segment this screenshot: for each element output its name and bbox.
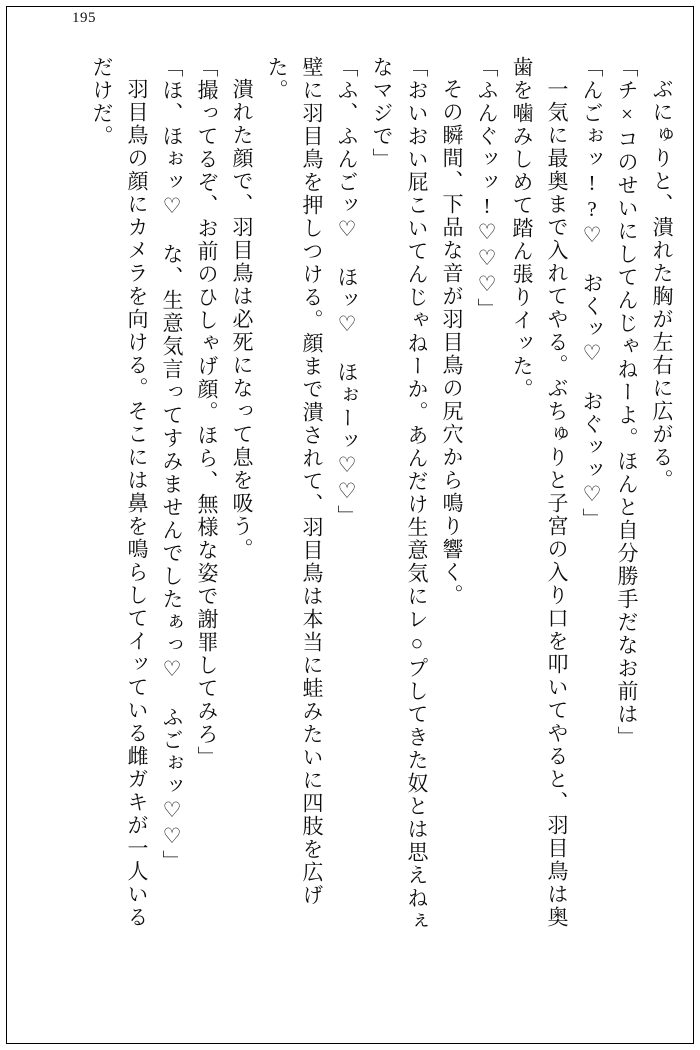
text-line: 「ふ、ふんごッ♡ ほッ♡ ほぉーッ♡♡」 bbox=[335, 56, 359, 528]
text-line: 歯を噛みしめて踏ん張りイッた。 bbox=[510, 56, 534, 401]
text-line: 一気に最奥まで入れてやる。ぶちゅりと子宮の入り口を叩いてやると、羽目鳥は奥 bbox=[545, 78, 569, 929]
text-line: 「おいおい屁こいてんじゃねーか。あんだけ生意気にレ○プしてきた奴とは思えねぇ bbox=[405, 56, 429, 933]
text-line: 「チ×コのせいにしてんじゃねーよ。ほんと自分勝手だなお前は」 bbox=[615, 56, 639, 749]
vertical-text-body bbox=[28, 56, 672, 1022]
text-line: 「んごぉッ!?♡ おくッ♡ おぐッッ♡」 bbox=[580, 56, 604, 531]
text-line: 潰れた顔で、羽目鳥は必死になって息を吸う。 bbox=[230, 78, 254, 561]
text-line: 「ほ、ほぉッ♡ な、生意気言ってすみませんでしたぁっ♡ ふごぉッ♡♡」 bbox=[160, 56, 184, 873]
text-line: 羽目鳥の顔にカメラを向ける。そこには鼻を鳴らしてイッている雌ガキが一人いる bbox=[125, 78, 149, 929]
text-line: なマジで」 bbox=[370, 56, 394, 171]
text-line: その瞬間、下品な音が羽目鳥の尻穴から鳴り響く。 bbox=[440, 78, 464, 607]
text-line: た。 bbox=[265, 56, 289, 102]
text-line: ぶにゅりと、潰れた胸が左右に広がる。 bbox=[650, 78, 674, 492]
text-line: 壁に羽目鳥を押しつける。顔まで潰されて、羽目鳥は本当に蛙みたいに四肢を広げ bbox=[300, 56, 324, 907]
text-line: 「ふんぐッッ!♡♡♡」 bbox=[475, 56, 499, 321]
text-line: 「撮ってるぞ、お前のひしゃげ顔。ほら、無様な姿で謝罪してみろ」 bbox=[195, 56, 219, 769]
text-line: だけだ。 bbox=[90, 56, 114, 148]
page-number: 195 bbox=[72, 10, 96, 26]
